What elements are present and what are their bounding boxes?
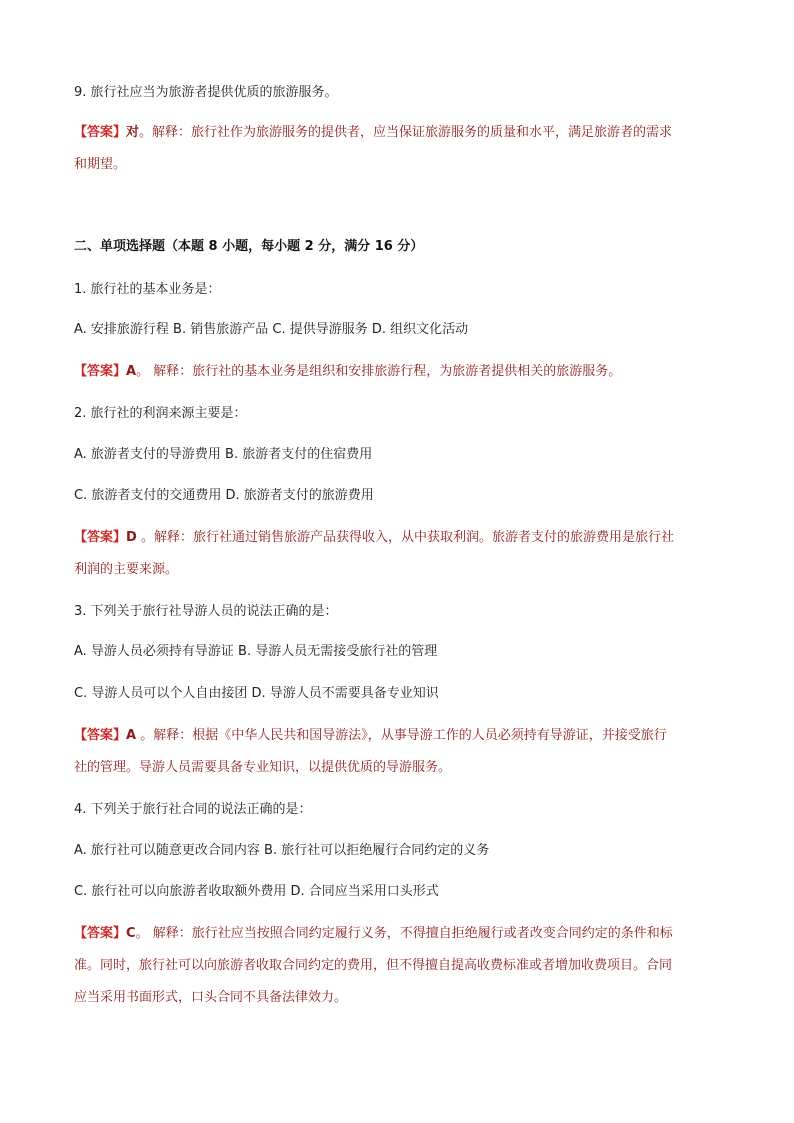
question-1-options: A. 安排旅游行程 B. 销售旅游产品 C. 提供导游服务 D. 组织文化活动 (74, 322, 469, 337)
question-4-text: 4. 下列关于旅行社合同的说法正确的是： (74, 802, 312, 817)
answer-key: C (126, 926, 136, 941)
question-1-text: 1. 旅行社的基本业务是： (74, 282, 221, 297)
question-3-options-1: A. 导游人员必须持有导游证 B. 导游人员无需接受旅行社的管理 (74, 644, 438, 659)
answer-key: A (126, 364, 137, 379)
answer-tag: 【答案】 (74, 530, 127, 545)
answer-explanation: 。解释：根据《中华人民共和国导游法》，从事导游工作的人员必须持有导游证，并接受旅行 (136, 728, 667, 743)
question-4-options-1: A. 旅行社可以随意更改合同内容 B. 旅行社可以拒绝履行合同约定的义务 (74, 843, 490, 858)
question-3-answer-line-2: 社的管理。导游人员需要具备专业知识，以提供优质的导游服务。 (74, 760, 452, 775)
answer-key: D (126, 530, 137, 545)
answer-explanation: 。 解释：旅行社应当按照合同约定履行义务，不得擅自拒绝履行或者改变合同约定的条件和标 (135, 926, 673, 941)
question-9-text: 9. 旅行社应当为旅游者提供优质的旅游服务。 (74, 85, 338, 100)
question-9-answer-line-2: 和期望。 (74, 157, 127, 172)
question-3-answer-line-1 (74, 727, 734, 745)
question-9-answer-line-1 (74, 124, 734, 142)
section-2-title: 二、单项选择题（本题 8 小题，每小题 2 分，满分 16 分） (74, 239, 424, 254)
answer-key: 对 (126, 125, 140, 140)
question-4-answer-line-3: 应当采用书面形式，口头合同不具备法律效力。 (74, 990, 348, 1005)
question-4-answer-line-1 (74, 925, 734, 943)
question-4-answer-line-2: 准。同时，旅行社可以向旅游者收取合同约定的费用，但不得擅自提高收费标准或者增加收费项目。合同 (74, 958, 673, 973)
question-4-options-2: C. 旅行社可以向旅游者收取额外费用 D. 合同应当采用口头形式 (74, 884, 439, 899)
answer-explanation: 。解释：旅行社通过销售旅游产品获得收入，从中获取利润。旅游者支付的旅游费用是旅行社 (136, 530, 674, 545)
answer-explanation: 。解释：旅行社作为旅游服务的提供者，应当保证旅游服务的质量和水平，满足旅游者的需求 (139, 125, 673, 140)
question-2-options-2: C. 旅游者支付的交通费用 D. 旅游者支付的旅游费用 (74, 488, 374, 503)
answer-tag: 【答案】 (74, 926, 127, 941)
answer-tag: 【答案】 (74, 728, 127, 743)
question-2-text: 2. 旅行社的利润来源主要是： (74, 406, 247, 421)
answer-key: A (126, 728, 137, 743)
answer-tag: 【答案】 (74, 125, 127, 140)
question-2-answer-line-1 (74, 529, 734, 547)
answer-tag: 【答案】 (74, 364, 127, 379)
answer-explanation: 。 解释：旅行社的基本业务是组织和安排旅游行程，为旅游者提供相关的旅游服务。 (136, 364, 622, 379)
question-2-answer-line-2: 利润的主要来源。 (74, 562, 179, 577)
question-3-text: 3. 下列关于旅行社导游人员的说法正确的是： (74, 604, 338, 619)
question-3-options-2: C. 导游人员可以个人自由接团 D. 导游人员不需要具备专业知识 (74, 686, 439, 701)
question-1-answer (74, 363, 734, 381)
question-2-options-1: A. 旅游者支付的导游费用 B. 旅游者支付的住宿费用 (74, 447, 373, 462)
